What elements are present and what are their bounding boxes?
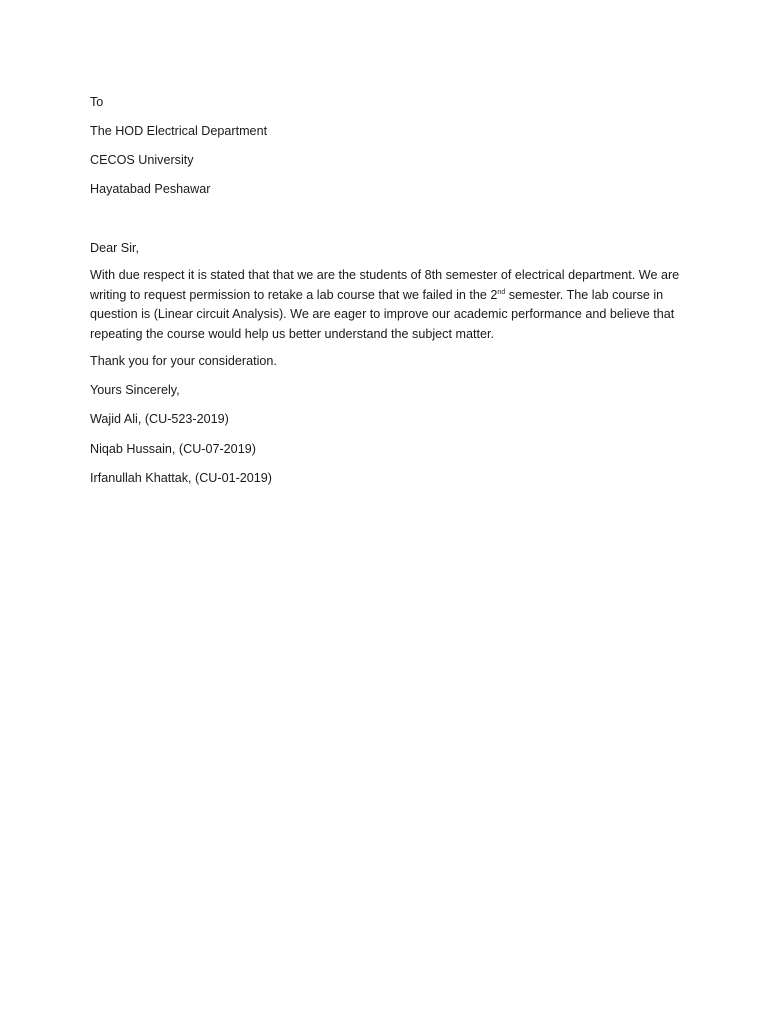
signatory-3: Irfanullah Khattak, (CU-01-2019) bbox=[90, 471, 273, 485]
thanks-line: Thank you for your consideration. bbox=[90, 354, 277, 368]
body-paragraph bbox=[90, 266, 680, 344]
ordinal-suffix: nd bbox=[497, 288, 506, 296]
address-recipient: The HOD Electrical Department bbox=[90, 124, 268, 138]
body-text-part2: semester. The lab course in question is (Linear circuit Analysis). We are eager to improve our academic performance and believe that repeating the course would help us better understand the subject matter. bbox=[90, 287, 675, 341]
salutation: Dear Sir, bbox=[90, 241, 139, 255]
body-text-part1: With due respect it is stated that that we are the students of 8th semester of electrical department. We are writing to request permission to retake a lab course that we failed in the 2 bbox=[90, 268, 680, 302]
address-institution: CECOS University bbox=[90, 153, 194, 167]
address-to: To bbox=[90, 95, 104, 109]
signatory-2: Niqab Hussain, (CU-07-2019) bbox=[90, 442, 256, 456]
closing-line: Yours Sincerely, bbox=[90, 383, 180, 397]
signatory-1: Wajid Ali, (CU-523-2019) bbox=[90, 412, 229, 426]
address-location: Hayatabad Peshawar bbox=[90, 182, 211, 196]
